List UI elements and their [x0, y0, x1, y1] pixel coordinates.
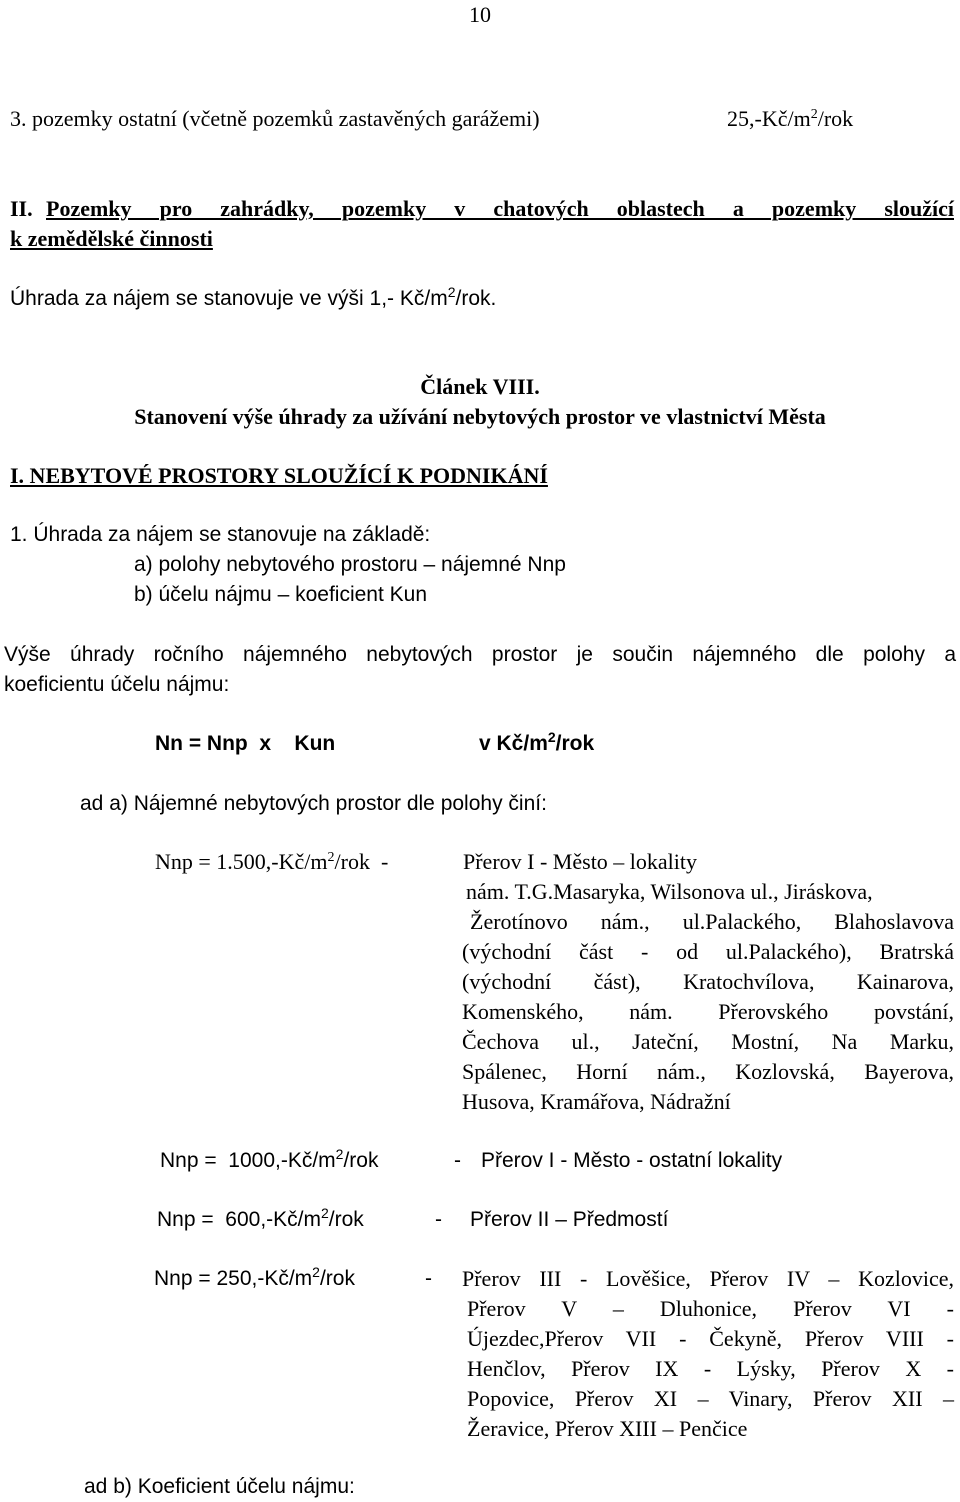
ad-b-label: ad b) Koeficient účelu nájmu:	[84, 1475, 355, 1498]
rate1-desc-line: (východní část), Kratochvílova, Kainarova,	[462, 969, 954, 994]
rate3-dash: -	[435, 1208, 442, 1231]
item3-price: $25,-Kč/m^2$/rok	[727, 106, 854, 131]
rate4-desc-line: Přerov III - Lověšice, Přerov IV – Kozlovice,	[462, 1266, 954, 1291]
section1-item-a: a) polohy nebytového prostoru – nájemné Nnp	[134, 553, 566, 576]
rate2-dash: -	[454, 1149, 461, 1172]
rate2-price: Nnp = $1000,-Kč/m^2$/rok	[160, 1146, 379, 1172]
rate4-desc-line: Žeravice, Přerov XIII – Penčice	[467, 1416, 748, 1441]
rate1-desc-line: Žerotínovo nám., ul.Palackého, Blahoslavova	[470, 909, 954, 934]
rate1-desc-line: (východní část - od ul.Palackého), Bratrská	[462, 939, 954, 964]
article-title: Článek VIII.	[420, 374, 540, 399]
article-subtitle: Stanovení výše úhrady za užívání nebytových prostor ve vlastnictví Města	[134, 404, 826, 429]
rate4-desc-line: Popovice, Přerov XI – Vinary, Přerov XII –	[467, 1386, 954, 1411]
section1-paragraph-line2: koeficientu účelu nájmu:	[4, 673, 230, 696]
rate1-desc-line: Husova, Kramářova, Nádražní	[462, 1089, 731, 1114]
section2-payment: Úhrada za nájem se stanovuje ve výši 1,- $Kč/m^2$/rok.	[10, 284, 497, 310]
rate1-desc-line: Čechova ul., Jateční, Mostní, Na Marku,	[462, 1029, 954, 1054]
formula-right: v $Kč/m^2$/rok	[479, 729, 595, 755]
rate2-desc: Přerov I - Město - ostatní lokality	[481, 1149, 783, 1172]
rate4-price: Nnp = $250,-Kč/m^2$/rok	[154, 1264, 355, 1290]
ad-a-label: ad a) Nájemné nebytových prostor dle polohy činí:	[80, 792, 547, 815]
page-number: 10	[469, 2, 491, 27]
rate1-desc-line: Spálenec, Horní nám., Kozlovská, Bayerova,	[462, 1059, 954, 1084]
rate4-dash: -	[425, 1267, 432, 1290]
item3-text: 3. pozemky ostatní (včetně pozemků zastavěných garážemi)	[10, 106, 540, 131]
section1-intro: 1. Úhrada za nájem se stanovuje na základě:	[10, 523, 431, 546]
rate1-desc-first: Přerov I - Město – lokality	[463, 849, 698, 874]
rate1-desc-line: nám. T.G.Masaryka, Wilsonova ul., Jiráskova,	[466, 879, 873, 904]
section2-heading-line2: k zemědělské činnosti	[10, 226, 213, 251]
section1-heading: I. NEBYTOVÉ PROSTORY SLOUŽÍCÍ K PODNIKÁNÍ	[10, 463, 548, 488]
formula-left: Nn = Nnp x Kun	[155, 732, 336, 755]
rate4-desc-line: Henčlov, Přerov IX - Lýsky, Přerov X -	[467, 1356, 954, 1381]
rate3-desc: Přerov II – Předmostí	[470, 1208, 669, 1231]
section2-heading-line1: Pozemky pro zahrádky, pozemky v chatových oblastech a pozemky sloužící	[46, 196, 954, 221]
section1-paragraph-line1: Výše úhrady ročního nájemného nebytových prostor je součin nájemného dle polohy a	[4, 643, 956, 666]
section1-item-b: b) účelu nájmu – koeficient Kun	[134, 583, 428, 606]
rate1-desc-line: Komenského, nám. Přerovského povstání,	[462, 999, 954, 1024]
rate4-desc-line: Přerov V – Dluhonice, Přerov VI -	[467, 1296, 954, 1321]
rate3-price: Nnp = $600,-Kč/m^2$/rok	[157, 1205, 364, 1231]
rate4-desc-line: Újezdec,Přerov VII - Čekyně, Přerov VIII -	[467, 1326, 954, 1351]
section2-heading-num: II.	[10, 196, 33, 221]
rate1-price: Nnp = $1.500,-Kč/m^2$/rok -	[155, 849, 389, 874]
